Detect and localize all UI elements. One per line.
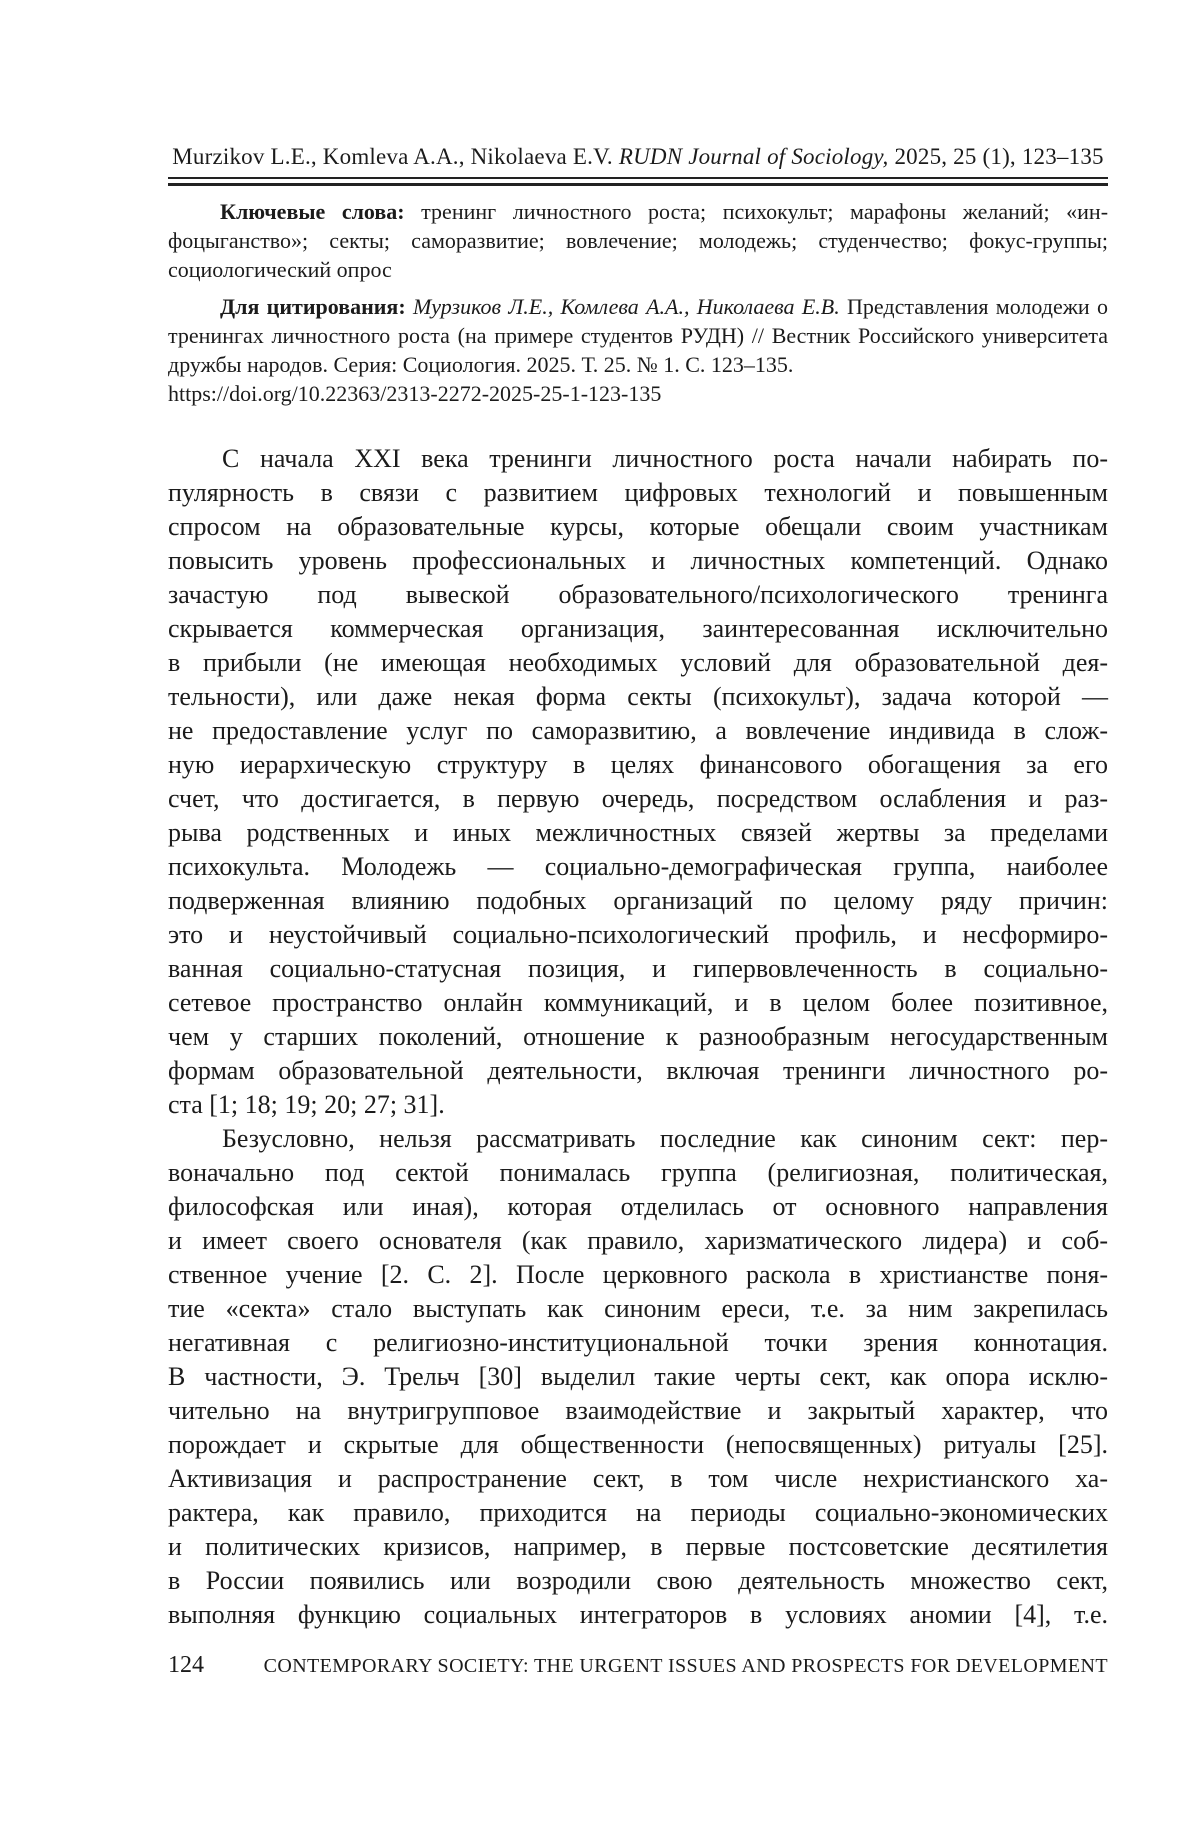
article-body [168,442,1108,1632]
header-divider-rule [168,177,1108,186]
body-text-line: чем у старших поколений, отношение к разнообразным негосударственным [168,1022,1108,1051]
keywords-text: тренинг личностного роста; психокульт; марафоны желаний; «инфоцыганство»; секты; саморазвитие; вовлечение; молодежь; студенчество; фокус-группы; социологический опрос [168,199,1109,282]
body-text-line: сетевое пространство онлайн коммуникаций, и в целом более позитивное, [168,988,1108,1017]
body-text-line: зачастую под вывеской образовательного/психологического тренинга [168,580,1108,609]
citation-text: Представления молодежи о тренингах личностного роста (на примере студентов РУДН) // Вестник Российского университета дружбы народов. Серия: Социология. 2025. Т. 25. № 1. С. 123–135. [168,294,1109,377]
citation-paragraph [168,292,1108,379]
body-text-line: ванная социально-статусная позиция, и гипервовлеченность в социально- [168,954,1108,983]
body-text-line: не предоставление услуг по саморазвитию, а вовлечение индивида в слож- [168,716,1108,745]
running-header [168,143,1108,171]
body-text-line: в прибыли (не имеющая необходимых условий для образовательной дея- [168,648,1108,677]
body-text-line: рыва родственных и иных межличностных связей жертвы за пределами [168,818,1108,847]
body-text-line: психокульта. Молодежь — социально-демографическая группа, наиболее [168,852,1108,881]
body-text-line: формам образовательной деятельности, включая тренинги личностного ро- [168,1056,1108,1085]
body-text-line: пулярность в связи с развитием цифровых технологий и повышенным [168,478,1108,507]
body-text-line: и политических кризисов, например, в первые постсоветские десятилетия [168,1532,1108,1561]
body-text-line: философская или иная), которая отделилась от основного направления [168,1192,1108,1221]
body-text-line: это и неустойчивый социально-психологический профиль, и несформиро- [168,920,1108,949]
body-text-line: В частности, Э. Трельч [30] выделил такие черты сект, как опора исклю- [168,1362,1108,1391]
doi-link[interactable]: https://doi.org/10.22363/2313-2272-2025-25-1-123-135 [168,381,662,406]
body-text-line: выполняя функцию социальных интеграторов в условиях аномии [4], т.е. [168,1600,1108,1629]
body-text-line: скрывается коммерческая организация, заинтересованная исключительно [168,614,1108,643]
header-authors: Murzikov L.E., Komleva A.A., Nikolaeva E.V. [172,144,613,169]
body-text-line: чительно на внутригрупповое взаимодействие и закрытый характер, что [168,1396,1108,1425]
body-text-line: счет, что достигается, в первую очередь, посредством ослабления и раз- [168,784,1108,813]
footer-running-title: CONTEMPORARY SOCIETY: THE URGENT ISSUES AND PROSPECTS FOR DEVELOPMENT [263,1655,1108,1677]
body-text-line: Активизация и распространение сект, в том числе нехристианского ха- [168,1464,1108,1493]
header-journal-title: RUDN Journal of Sociology, [618,144,889,169]
page-number: 124 [168,1652,204,1678]
keywords-label: Ключевые слова: [220,199,405,224]
body-text-line: воначально под сектой понималась группа (религиозная, политическая, [168,1158,1108,1187]
header-issue-info: 2025, 25 (1), 123–135 [894,144,1104,169]
keywords-paragraph [168,197,1108,284]
body-text-line: в России появились или возродили свою деятельность множество сект, [168,1566,1108,1595]
body-text-line: тельности), или даже некая форма секты (психокульт), задача которой — [168,682,1108,711]
citation-authors: Мурзиков Л.Е., Комлева А.А., Николаева Е.В. [412,294,840,319]
body-text-line: С начала XXI века тренинги личностного роста начали набирать по- [222,444,1108,473]
body-text-line: спросом на образовательные курсы, которые обещали своим участникам [168,512,1108,541]
body-text-line: тие «секта» стало выступать как синоним ереси, т.е. за ним закрепилась [168,1294,1108,1323]
citation-label: Для цитирования: [220,294,406,319]
body-text-line: порождает и скрытые для общественности (непосвященных) ритуалы [25]. [168,1430,1108,1459]
body-text-line: подверженная влиянию подобных организаций по целому ряду причин: [168,886,1108,915]
body-paragraph-2 [168,1122,1108,1632]
body-text-line: негативная с религиозно-институциональной точки зрения коннотация. [168,1328,1108,1357]
running-footer [168,1652,1108,1679]
body-text-line: рактера, как правило, приходится на периоды социально-экономических [168,1498,1108,1527]
body-text-line: ную иерархическую структуру в целях финансового обогащения за его [168,750,1108,779]
body-text-line: ственное учение [2. С. 2]. После церковного раскола в христианстве поня- [168,1260,1108,1289]
text-column [168,0,1108,1679]
body-text-line: Безусловно, нельзя рассматривать последние как синоним сект: пер- [222,1124,1108,1153]
body-text-line: и имеет своего основателя (как правило, харизматического лидера) и соб- [168,1226,1108,1255]
body-text-line: повысить уровень профессиональных и личностных компетенций. Однако [168,546,1108,575]
body-paragraph-1 [168,442,1108,1122]
body-text-line: ста [1; 18; 19; 20; 27; 31]. [168,1090,445,1119]
